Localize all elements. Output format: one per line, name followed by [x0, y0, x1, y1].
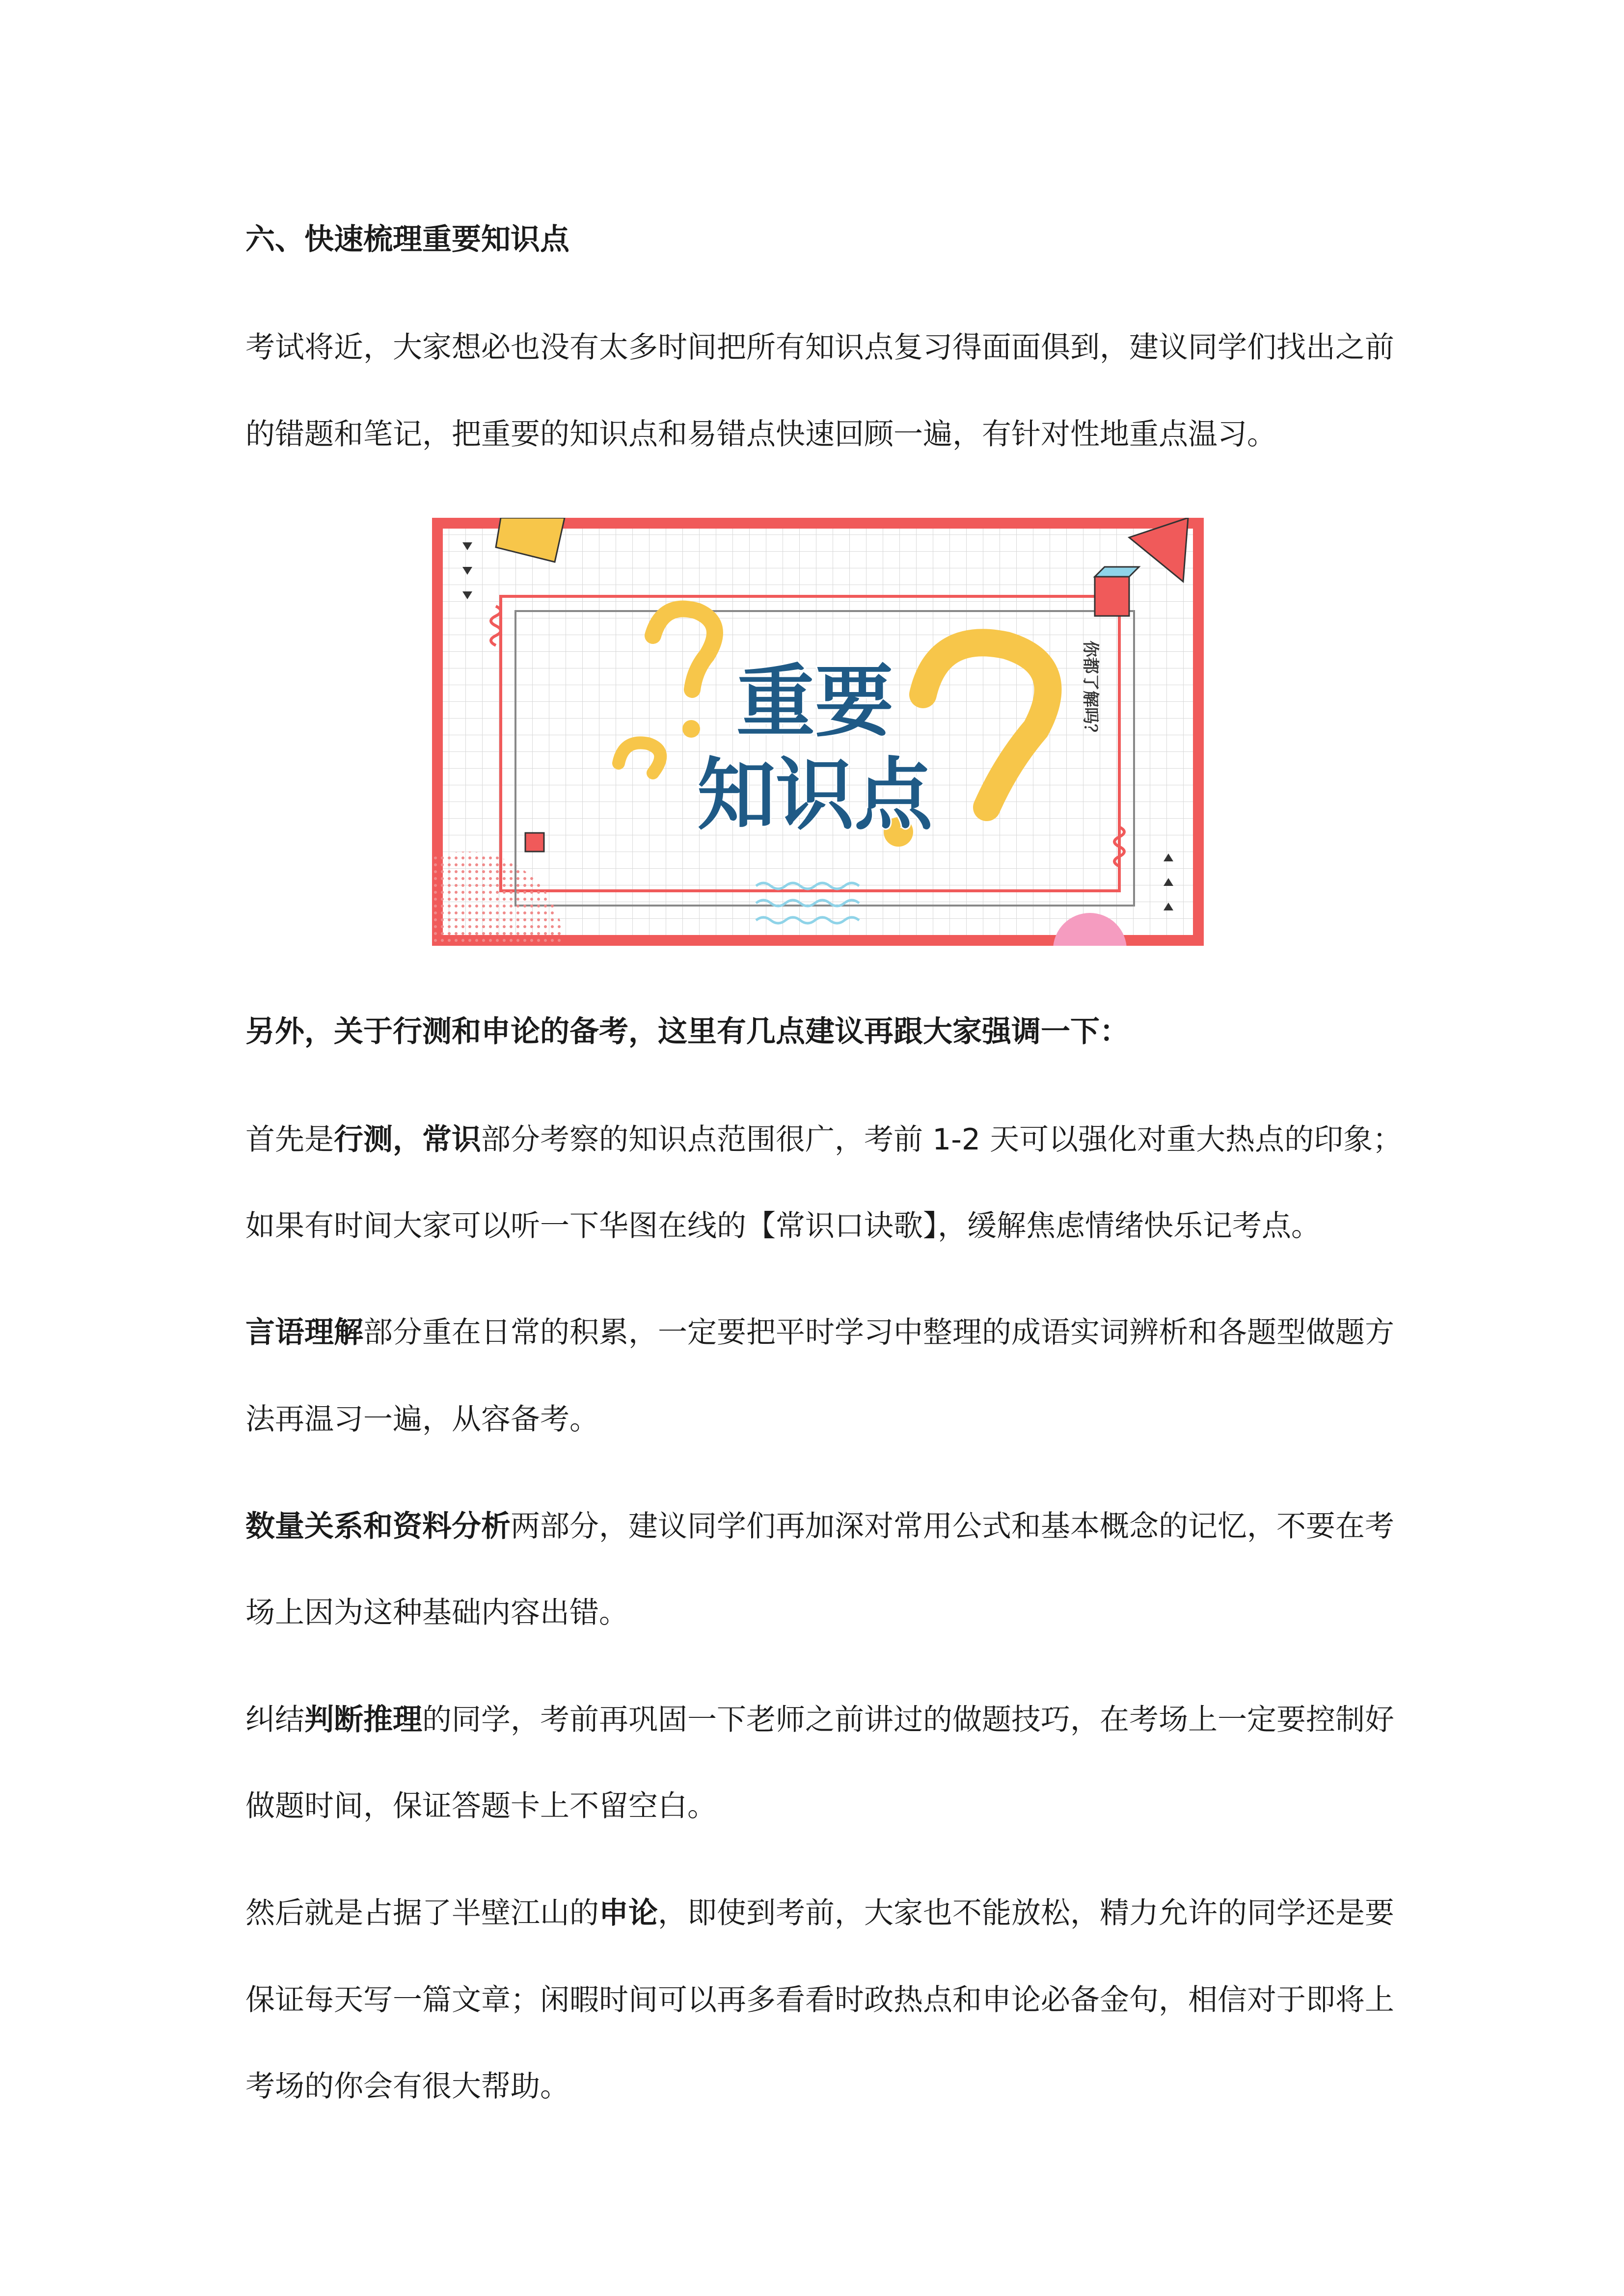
- p5-line-2: 保证每天写一篇文章；闲暇时间可以再多看看时政热点和申论必备金句，相信对于即将上: [245, 1983, 1394, 2017]
- p3-line-1: 数量关系和资料分析两部分，建议同学们再加深对常用公式和基本概念的记忆，不要在考: [245, 1509, 1394, 1544]
- p4-line-2: 做题时间，保证答题卡上不留空白。: [245, 1789, 717, 1823]
- banner-title-line-2: 知识点: [697, 749, 933, 841]
- intro-line-1: 考试将近，大家想必也没有太多时间把所有知识点复习得面面俱到，建议同学们找出之前: [245, 330, 1394, 365]
- section-heading: 六、快速梳理重要知识点: [245, 222, 569, 257]
- p5-line-1: 然后就是占据了半壁江山的申论，即使到考前，大家也不能放松，精力允许的同学还是要: [245, 1896, 1394, 1930]
- p4-line-1: 纠结判断推理的同学，考前再巩固一下老师之前讲过的做题技巧，在考场上一定要控制好: [245, 1703, 1394, 1737]
- p3-line-2: 场上因为这种基础内容出错。: [245, 1596, 628, 1630]
- banner-title-line-1: 重要: [736, 656, 894, 748]
- p1-line-2: 如果有时间大家可以听一下华图在线的【常识口诀歌】，缓解焦虑情绪快乐记考点。: [245, 1209, 1321, 1243]
- banner-side-text: 你都了解吗？: [1081, 641, 1100, 741]
- advice-intro: 另外，关于行测和申论的备考，这里有几点建议再跟大家强调一下：: [245, 1015, 1129, 1049]
- p2-line-2: 法再温习一遍，从容备考。: [245, 1402, 599, 1437]
- p1-line-1: 首先是行测，常识部分考察的知识点范围很广，考前 1-2 天可以强化对重大热点的印象；: [245, 1122, 1403, 1157]
- p5-line-3: 考场的你会有很大帮助。: [245, 2069, 569, 2104]
- intro-line-2: 的错题和笔记，把重要的知识点和易错点快速回顾一遍，有针对性地重点温习。: [245, 417, 1276, 452]
- p2-line-1: 言语理解部分重在日常的积累，一定要把平时学习中整理的成语实词辨析和各题型做题方: [245, 1315, 1394, 1350]
- banner-illustration: [432, 518, 1204, 946]
